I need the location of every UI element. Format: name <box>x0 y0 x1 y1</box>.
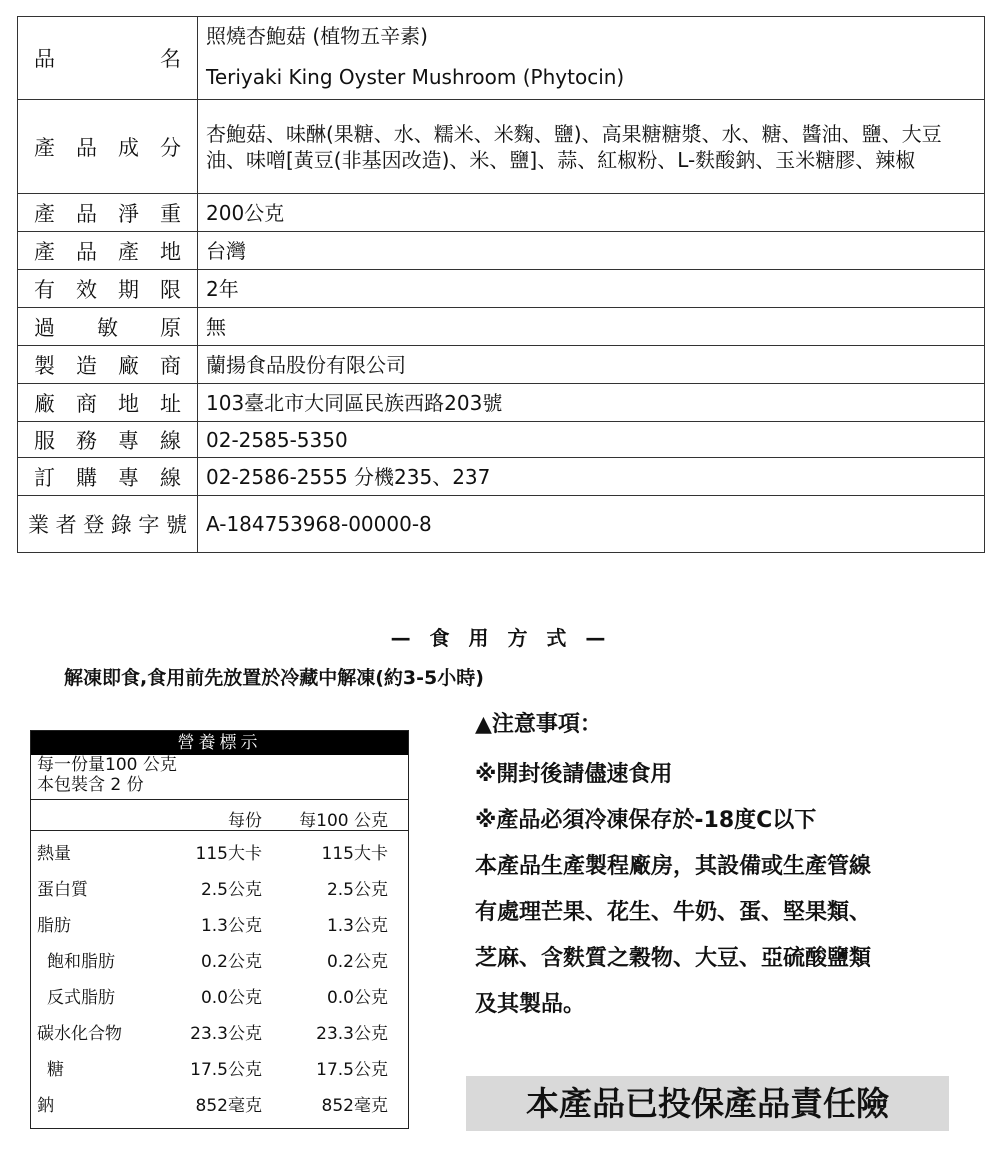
col-per-serving: 每份 <box>228 811 262 831</box>
row-value: 02-2586-2555 分機235、237 <box>198 458 985 496</box>
row-value: A-184753968-00000-8 <box>198 496 985 553</box>
per-100g-value: 1.3公克 <box>326 916 388 936</box>
table-row <box>18 496 985 553</box>
usage-title: — 食 用 方 式 — <box>390 626 612 650</box>
table-row <box>18 384 985 422</box>
row-label: 產品產地 <box>18 232 198 270</box>
row-label: 製造廠商 <box>18 346 198 384</box>
per-100g-value: 115大卡 <box>321 844 388 864</box>
row-value: 200公克 <box>198 194 985 232</box>
note-line: 及其製品。 <box>475 992 586 1017</box>
table-row <box>18 232 985 270</box>
nutrition-row <box>31 831 408 867</box>
per-100g-value: 17.5公克 <box>316 1060 388 1080</box>
table-row <box>18 194 985 232</box>
serving-size: 每一份量100 公克 <box>37 755 177 775</box>
row-label: 產品淨重 <box>18 194 198 232</box>
per-100g-value: 852毫克 <box>321 1096 388 1116</box>
nutrient-name: 熱量 <box>37 844 71 864</box>
nutrient-name: 鈉 <box>37 1096 54 1116</box>
per-100g-value: 2.5公克 <box>326 880 388 900</box>
table-row <box>18 458 985 496</box>
insurance-banner: 本產品已投保產品責任險 <box>466 1076 949 1131</box>
note-line: ※開封後請儘速食用 <box>475 762 673 787</box>
table-row <box>18 346 985 384</box>
row-label: 有效期限 <box>18 270 198 308</box>
row-value: 台灣 <box>198 232 985 270</box>
row-value: 無 <box>198 308 985 346</box>
nutrient-name: 蛋白質 <box>37 880 88 900</box>
col-per-100g: 每100 公克 <box>299 811 388 831</box>
ingredients-value: 杏鮑菇、味醂(果糖、水、糯米、米麴、鹽)、高果糖糖漿、水、糖、醬油、鹽、大豆油、味噌[黃豆(非基因改造)、米、鹽]、蒜、紅椒粉、L-麩酸鈉、玉米糖膠、辣椒 <box>198 100 985 194</box>
nutrition-header: 營養標示 <box>31 731 408 755</box>
table-row <box>18 308 985 346</box>
table-row <box>18 422 985 458</box>
product-name-zh: 照燒杏鮑菇 (植物五辛素) <box>206 24 428 48</box>
row-label: 業者登錄字號 <box>18 496 198 553</box>
nutrient-name: 飽和脂肪 <box>47 952 115 972</box>
row-value: 103臺北市大同區民族西路203號 <box>198 384 985 422</box>
row-label: 服務專線 <box>18 422 198 458</box>
row-label: 廠商地址 <box>18 384 198 422</box>
row-value <box>198 17 985 100</box>
servings-per-package: 本包裝含 2 份 <box>37 775 144 795</box>
row-label: 過 敏 原 <box>18 308 198 346</box>
nutrient-name: 碳水化合物 <box>37 1024 122 1044</box>
per-100g-value: 0.2公克 <box>326 952 388 972</box>
product-name-en: Teriyaki King Oyster Mushroom (Phytocin) <box>206 65 625 89</box>
per-serving-value: 2.5公克 <box>200 880 262 900</box>
row-value: 蘭揚食品股份有限公司 <box>198 346 985 384</box>
nutrient-name: 糖 <box>47 1060 64 1080</box>
per-serving-value: 23.3公克 <box>190 1024 262 1044</box>
per-100g-value: 23.3公克 <box>316 1024 388 1044</box>
per-serving-value: 0.0公克 <box>200 988 262 1008</box>
row-label: 產品成分 <box>18 100 198 194</box>
row-value: 02-2585-5350 <box>198 422 985 458</box>
notes-title: ▲注意事項： <box>475 712 602 737</box>
per-serving-value: 1.3公克 <box>200 916 262 936</box>
row-label: 品 名 <box>18 17 198 100</box>
per-serving-value: 852毫克 <box>195 1096 262 1116</box>
per-serving-value: 115大卡 <box>195 844 262 864</box>
table-row <box>18 17 985 100</box>
note-line: 本產品生產製程廠房，其設備或生產管線 <box>475 854 872 879</box>
nutrition-facts <box>30 730 409 1129</box>
table-row <box>18 270 985 308</box>
nutrition-row <box>31 1083 408 1119</box>
caution-notes <box>475 707 975 1028</box>
usage-text: 解凍即食,食用前先放置於冷藏中解凍(約3-5小時) <box>64 667 484 689</box>
per-serving-value: 0.2公克 <box>200 952 262 972</box>
note-line: 有處理芒果、花生、牛奶、蛋、堅果類、 <box>475 900 872 925</box>
row-value: 2年 <box>198 270 985 308</box>
per-serving-value: 17.5公克 <box>190 1060 262 1080</box>
product-info-table <box>17 16 985 553</box>
nutrient-name: 脂肪 <box>37 916 71 936</box>
table-row <box>18 100 985 194</box>
note-line: 芝麻、含麩質之穀物、大豆、亞硫酸鹽類 <box>475 946 872 971</box>
nutrition-row <box>31 867 408 903</box>
nutrition-column-headers <box>31 800 408 831</box>
nutrition-row <box>31 1011 408 1047</box>
note-line: ※產品必須冷凍保存於-18度C以下 <box>475 808 817 833</box>
nutrient-name: 反式脂肪 <box>47 988 115 1008</box>
nutrition-row <box>31 975 408 1011</box>
nutrition-row <box>31 1047 408 1083</box>
nutrition-row <box>31 939 408 975</box>
per-100g-value: 0.0公克 <box>326 988 388 1008</box>
row-label: 訂購專線 <box>18 458 198 496</box>
nutrition-row <box>31 903 408 939</box>
